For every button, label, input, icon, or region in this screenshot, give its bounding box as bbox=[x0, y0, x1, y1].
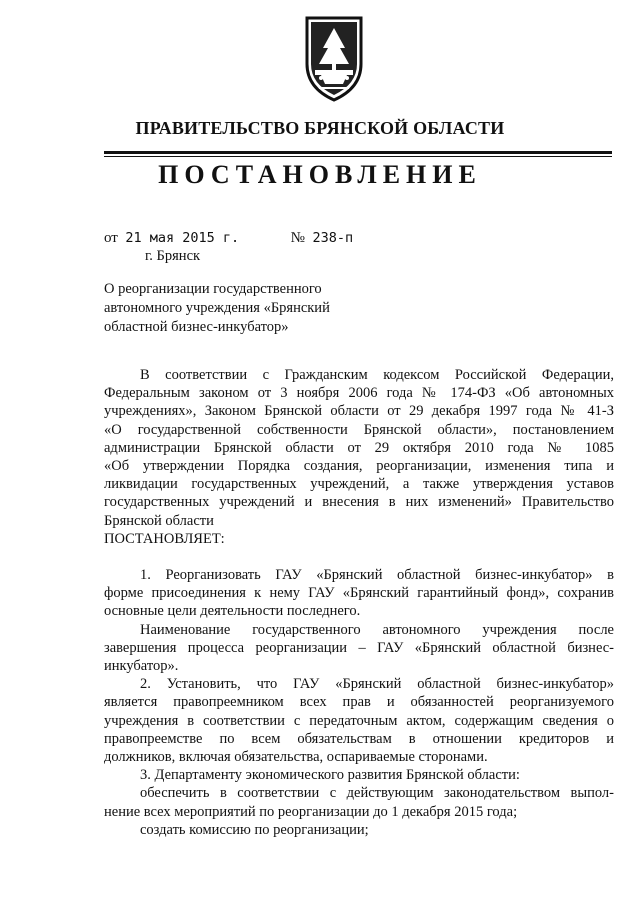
subject-line: автономного учреждения «Брянский bbox=[104, 300, 330, 316]
resolves-heading: ПОСТАНОВЛЯЕТ: bbox=[104, 530, 225, 547]
preamble-line: «Об утверждении Порядка создания, реорганизации, изменения типа и bbox=[104, 458, 614, 475]
item-line: инкубатор». bbox=[104, 658, 179, 675]
item-line: Наименование государственного автономного учреждения после bbox=[140, 621, 614, 638]
subject-line: областной бизнес-инкубатор» bbox=[104, 319, 289, 335]
document-date: 21 мая 2015 г. bbox=[125, 230, 240, 246]
city: г. Брянск bbox=[145, 248, 201, 264]
organization-name: ПРАВИТЕЛЬСТВО БРЯНСКОЙ ОБЛАСТИ bbox=[135, 118, 505, 138]
document-type-title: ПОСТАНОВЛЕНИЕ bbox=[158, 160, 482, 189]
preamble-line: Федеральным законом от 3 ноября 2006 года № 174-ФЗ «Об автономных bbox=[104, 385, 614, 402]
item-line: 1. Реорганизовать ГАУ «Брянский областной бизнес-инкубатор» в bbox=[140, 567, 614, 584]
item-line: обеспечить в соответствии с действующим законодательством выпол- bbox=[140, 785, 614, 802]
item-3-subitem-2 bbox=[104, 821, 614, 839]
item-line: основные цели деятельности последнего. bbox=[104, 603, 361, 620]
item-3-paragraph bbox=[104, 766, 614, 784]
preamble-line: учреждениях», Законом Брянской области от 29 декабря 1997 года № 41-З bbox=[104, 403, 614, 420]
item-line: форме присоединения к нему ГАУ «Брянский гарантийный фонд», сохранив bbox=[104, 585, 614, 602]
item-line: создать комиссию по реорганизации; bbox=[140, 821, 369, 838]
item-line: является правопреемником всех прав и обязанностей реорганизуемого bbox=[104, 694, 614, 711]
preamble-line: ликвидации государственных учреждений, а также утверждения уставов bbox=[104, 476, 614, 493]
preamble-line: В соответствии с Гражданским кодексом Российской Федерации, bbox=[140, 367, 614, 383]
number-prefix: № bbox=[290, 230, 305, 246]
preamble-paragraph bbox=[104, 366, 614, 530]
item-line: 3. Департаменту экономического развития Брянской области: bbox=[140, 767, 520, 784]
preamble-line: государственных учреждений и внесения в них изменений» Правительство bbox=[104, 494, 614, 511]
preamble-line: «О государственной собственности Брянской области», постановлением bbox=[104, 421, 614, 438]
date-prefix: от bbox=[104, 230, 118, 246]
item-line: учреждения в соответствии с передаточным актом, содержащим сведения о bbox=[104, 712, 614, 729]
document-number: 238-п bbox=[312, 230, 354, 246]
bryansk-coat-of-arms-icon bbox=[301, 14, 367, 102]
header-rule-thick bbox=[104, 151, 612, 154]
subject-line: О реорганизации государственного bbox=[104, 281, 322, 297]
item-line: нение всех мероприятий по реорганизации до 1 декабря 2015 года; bbox=[104, 803, 518, 820]
item-2-paragraph bbox=[104, 675, 614, 766]
preamble-line: администрации Брянской области от 29 октября 2010 года № 1085 bbox=[104, 439, 614, 456]
item-line: правопреемстве по всем обязательствам в отношении кредиторов и bbox=[104, 730, 614, 747]
item-line: должников, включая обязательства, оспариваемые сторонами. bbox=[104, 749, 488, 766]
item-1-name-paragraph bbox=[104, 621, 614, 676]
item-1-paragraph bbox=[104, 566, 614, 621]
date-number-line bbox=[104, 230, 353, 247]
item-line: завершения процесса реорганизации – ГАУ «Брянский областной бизнес- bbox=[104, 639, 614, 656]
document-subject bbox=[104, 280, 384, 337]
item-line: 2. Установить, что ГАУ «Брянский областной бизнес-инкубатор» bbox=[140, 676, 614, 693]
item-3-subitem-1 bbox=[104, 784, 614, 820]
header-rule-thin bbox=[104, 156, 612, 157]
preamble-line: Брянской области bbox=[104, 512, 214, 529]
document-body bbox=[104, 366, 614, 839]
